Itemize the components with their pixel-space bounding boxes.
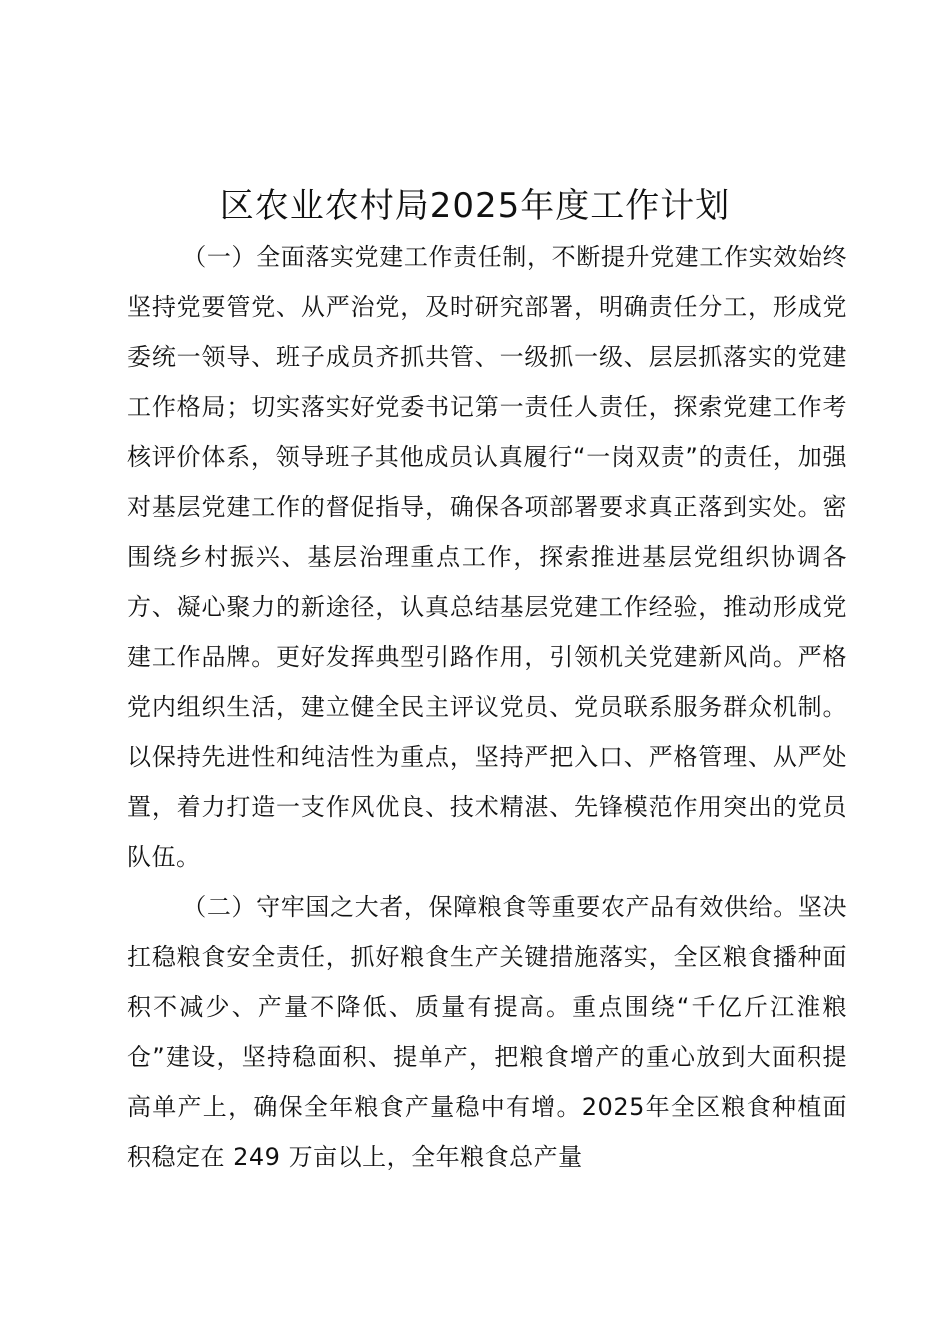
paragraph-party-building: （一）全面落实党建工作责任制，不断提升党建工作实效始终坚持党要管党、从严治党，及时研究部署，明确责任分工，形成党委统一领导、班子成员齐抓共管、一级抓一级、层层抓落实的党建工作格局；切实落实好党委书记第一责任人责任，探索党建工作考核评价体系，领导班子其他成员认真履行“一岗双责”的责任，加强对基层党建工作的督促指导，确保各项部署要求真正落到实处。密围绕乡村振兴、基层治理重点工作，探索推进基层党组织协调各方、凝心聚力的新途径，认真总结基层党建工作经验，推动形成党建工作品牌。更好发挥典型引路作用，引领机关党建新风尚。严格党内组织生活，建立健全民主评议党员、党员联系服务群众机制。以保持先进性和纯洁性为重点，坚持严把入口、严格管理、从严处置，着力打造一支作风优良、技术精湛、先锋模范作用突出的党员队伍。	[127, 243, 847, 871]
document-title: 区农业农村局2025年度工作计划	[219, 186, 731, 226]
document-body	[127, 232, 847, 1182]
paragraph-grain-supply: （二）守牢国之大者，保障粮食等重要农产品有效供给。坚决扛稳粮食安全责任，抓好粮食生产关键措施落实，全区粮食播种面积不减少、产量不降低、质量有提高。重点围绕“千亿斤江淮粮仓”建设，坚持稳面积、提单产，把粮食增产的重心放到大面积提高单产上，确保全年粮食产量稳中有增。2025年全区粮食种植面积稳定在 249 万亩以上，全年粮食总产量	[127, 893, 847, 1171]
